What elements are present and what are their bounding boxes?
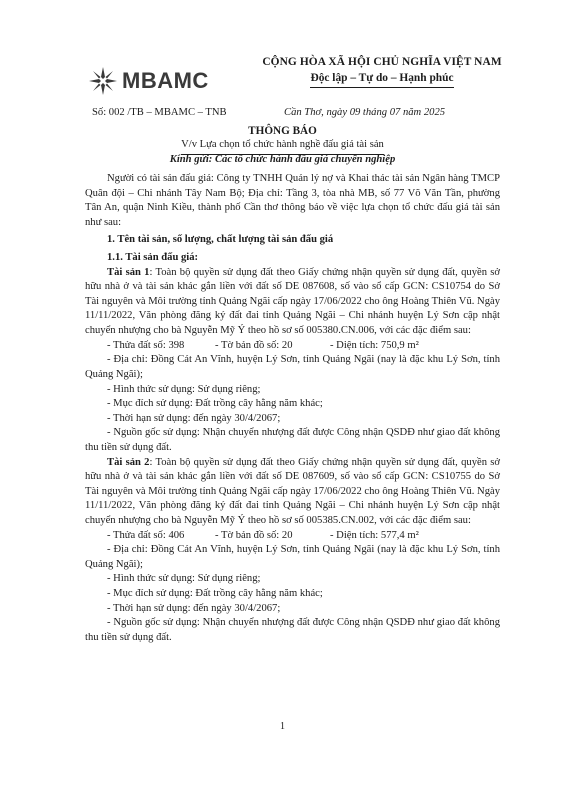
asset-2-term: - Thời hạn sử dụng: đến ngày 30/4/2067; — [107, 602, 281, 614]
company-logo — [88, 66, 209, 96]
asset-2-specs — [85, 529, 500, 544]
nation-name: CỘNG HÒA XÃ HỘI CHỦ NGHĨA VIỆT NAM — [262, 56, 502, 68]
asset-1-label: Tài sản 1 — [107, 266, 150, 278]
asset-1-address: - Địa chỉ: Đồng Cát An Vĩnh, huyện Lý Sơn, tỉnh Quảng Ngãi (nay là đặc khu Lý Sơn, tỉnh Quảng Ngãi); — [85, 354, 500, 380]
intro-paragraph: Người có tài sản đấu giá: Công ty TNHH Quản lý nợ và Khai thác tài sản Ngân hàng TMCP Quân đội – Chi nhánh Tây Nam Bộ; Địa chỉ: Tầng 3, tòa nhà MB, số 77 Võ Văn Tần, phường Tân An, quận Ninh Kiều, thành phố Cần thơ thông báo về việc lựa chọn tổ chức đấu giá tài sản như sau: — [85, 173, 500, 228]
page-number: 1 — [280, 721, 285, 732]
asset-1-text: : Toàn bộ quyền sử dụng đất theo Giấy chứng nhận quyền sử dụng đất, quyền sở hữu nhà ở và tài sản khác gắn liền với đất số DE 087608, số vào sổ cấp GCN: CS10754 do Sở Tài nguyên và Môi trường tỉnh Quảng Ngãi cấp ngày 17/06/2022 cho ông Hoàng Thiên Vũ. Ngày 11/11/2022, Văn phòng đăng ký đất đai tỉnh Quảng Ngãi – Chi nhánh huyện Lý Sơn cập nhật chuyển nhượng cho bà Nguyễn Mỹ Ý theo hồ sơ số 005380.CN.006, với các đặc điểm sau: — [85, 266, 500, 337]
star-burst-icon — [88, 66, 118, 96]
asset-2-map: - Tờ bản đồ số: 20 — [215, 529, 293, 541]
asset-1-plot: - Thửa đất số: 398 — [107, 339, 185, 351]
section-heading-1: 1. Tên tài sản, số lượng, chất lượng tài sản đấu giá — [107, 234, 334, 246]
subject-text: V/v Lựa chọn tổ chức hành nghề đấu giá tài sản — [181, 138, 384, 155]
asset-2-text: : Toàn bộ quyền sử dụng đất theo Giấy chứng nhận quyền sử dụng đất, quyền sở hữu nhà ở và tài sản khác gắn liền với đất số DE 087609, số vào sổ cấp GCN: CS10755 do Sở Tài nguyên và Môi trường tỉnh Quảng Ngãi cấp ngày 17/06/2022 cho ông Hoàng Thiên Vũ. Ngày 11/11/2022, Văn phòng đăng ký đất đai tỉnh Quảng Ngãi – Chi nhánh huyện Lý Sơn cập nhật chuyển nhượng cho bà Nguyễn Mỹ Ý theo hồ sơ số 005385.CN.002, với các đặc điểm sau: — [85, 456, 500, 527]
asset-1-form: - Hình thức sử dụng: Sử dụng riêng; — [107, 383, 261, 395]
national-motto: Độc lập – Tự do – Hạnh phúc — [310, 71, 453, 89]
asset-2-description — [85, 456, 500, 529]
asset-1-term: - Thời hạn sử dụng: đến ngày 30/4/2067; — [107, 412, 281, 424]
recipient-line: Kính gửi: Các tổ chức hành đấu giá chuyên nghiệp — [169, 154, 396, 165]
asset-2-purpose: - Mục đích sử dụng: Đất trồng cây hằng năm khác; — [107, 588, 323, 600]
document-title: THÔNG BÁO — [248, 125, 317, 137]
section-heading-1-1: 1.1. Tài sản đấu giá: — [107, 252, 199, 264]
asset-2-origin: - Nguồn gốc sử dụng: Nhận chuyển nhượng đất được Công nhận QSDĐ như giao đất không thu tiền sử dụng đất. — [85, 617, 500, 643]
asset-1-origin: - Nguồn gốc sử dụng: Nhận chuyển nhượng đất được Công nhận QSDĐ như giao đất không thu tiền sử dụng đất. — [85, 427, 500, 453]
national-header — [262, 55, 502, 88]
asset-1-specs — [85, 339, 500, 354]
asset-2-address: - Địa chỉ: Đồng Cát An Vĩnh, huyện Lý Sơn, tỉnh Quảng Ngãi (nay là đặc khu Lý Sơn, tỉnh Quảng Ngãi); — [85, 544, 500, 570]
asset-1-description — [85, 266, 500, 339]
asset-2-plot: - Thửa đất số: 406 — [107, 529, 185, 541]
place-date: Cần Thơ, ngày 09 tháng 07 năm 2025 — [284, 107, 446, 118]
asset-1-purpose: - Mục đích sử dụng: Đất trồng cây hằng năm khác; — [107, 398, 323, 410]
asset-1-map: - Tờ bản đồ số: 20 — [215, 339, 293, 351]
asset-2-area: - Diện tích: 577,4 m² — [330, 529, 419, 541]
document-number: Số: 002 /TB – MBAMC – TNB — [92, 107, 227, 118]
logo-text: MBAMC — [122, 68, 209, 93]
asset-1-area: - Diện tích: 750,9 m² — [330, 339, 419, 351]
document-body — [85, 172, 500, 646]
asset-2-form: - Hình thức sử dụng: Sử dụng riêng; — [107, 573, 261, 585]
asset-2-label: Tài sản 2 — [107, 456, 150, 468]
